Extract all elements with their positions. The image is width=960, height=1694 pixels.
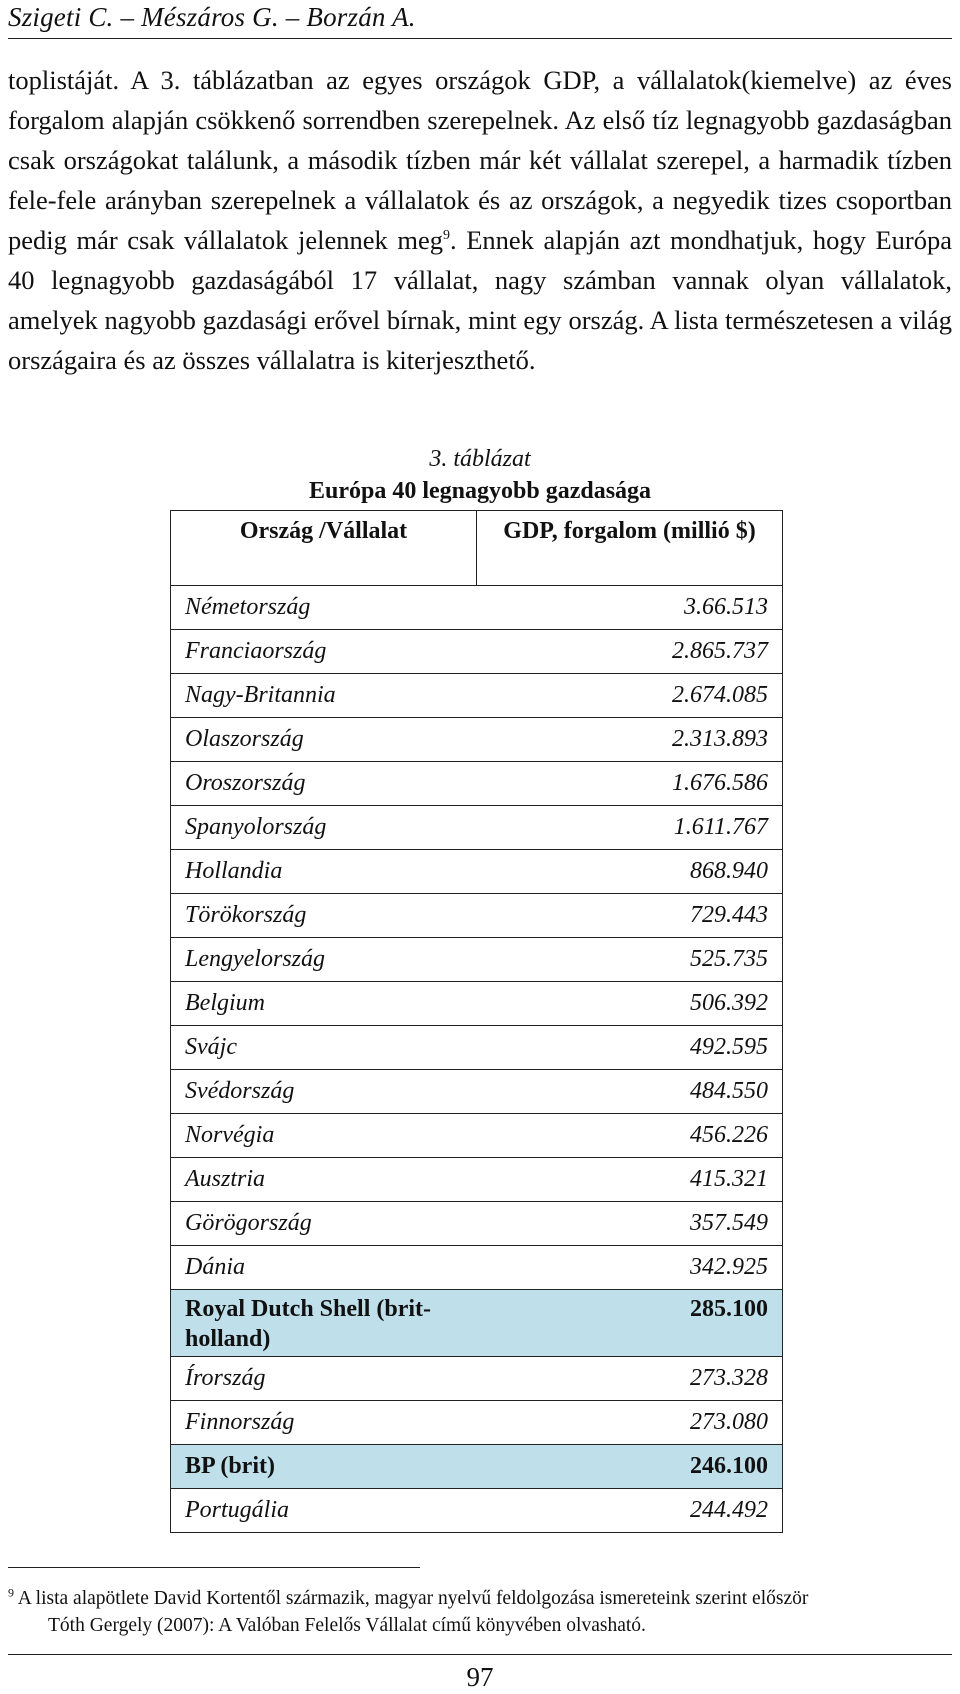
table-row [171,894,783,938]
row-name: Finnország [171,1401,477,1445]
page-number: 97 [466,1662,494,1692]
row-name: Olaszország [171,718,477,762]
row-value: 729.443 [477,894,783,938]
footnote-rule [8,1567,420,1568]
row-name: Dánia [171,1246,477,1290]
row-value: 2.674.085 [477,674,783,718]
column-header-country: Ország /Vállalat [171,511,477,586]
row-value: 492.595 [477,1026,783,1070]
row-value: 246.100 [477,1445,783,1489]
row-name: Svédország [171,1070,477,1114]
row-name: Ausztria [171,1158,477,1202]
table-body [171,586,783,1533]
table-caption: Európa 40 legnagyobb gazdasága [308,478,652,504]
footer-rule [8,1654,952,1655]
column-header-gdp: GDP, forgalom (millió $) [477,511,783,586]
footnote-number: 9 [8,1585,14,1600]
table-row [171,1445,783,1489]
row-value: 506.392 [477,982,783,1026]
gdp-table [170,510,783,1533]
table-row [171,1026,783,1070]
row-name: Görögország [171,1202,477,1246]
table-row [171,1401,783,1445]
row-value: 357.549 [477,1202,783,1246]
table-row [171,1158,783,1202]
row-name: Svájc [171,1026,477,1070]
table-row [171,1246,783,1290]
table-row [171,850,783,894]
row-value: 244.492 [477,1489,783,1533]
row-name: Németország [171,586,477,630]
paragraph-text-end: . Ennek alapján azt mondhatjuk, hogy Európa 40 legnagyobb gazdaságából 17 vállalat, nagy számban vannak olyan vállalatok, amelyek nagyobb gazdasági erővel bírnak, mint egy ország. A lista természetesen a világ országaira és az összes vállalatra is kiterjeszthető. [8,225,952,375]
row-value: 3.66.513 [477,586,783,630]
table-row [171,1114,783,1158]
row-value: 525.735 [477,938,783,982]
row-value: 273.080 [477,1401,783,1445]
table-row [171,630,783,674]
row-value: 1.676.586 [477,762,783,806]
row-name: Oroszország [171,762,477,806]
row-name: Spanyolország [171,806,477,850]
table-row [171,674,783,718]
row-value: 415.321 [477,1158,783,1202]
row-name: Belgium [171,982,477,1026]
row-value: 456.226 [477,1114,783,1158]
row-value: 285.100 [477,1290,783,1357]
row-value: 868.940 [477,850,783,894]
row-name: Royal Dutch Shell (brit-holland) [171,1290,477,1357]
footnote [8,1585,952,1639]
table-row [171,1290,783,1357]
row-value: 1.611.767 [477,806,783,850]
row-name: Törökország [171,894,477,938]
table-row [171,762,783,806]
row-name: Portugália [171,1489,477,1533]
table-row [171,586,783,630]
row-value: 484.550 [477,1070,783,1114]
table-number: 3. táblázat [429,446,531,472]
body-paragraph [8,60,952,380]
footnote-line-2: Tóth Gergely (2007): A Valóban Felelős Vállalat című könyvében olvasható. [48,1615,646,1636]
table-row [171,938,783,982]
row-name: Nagy-Britannia [171,674,477,718]
table-row [171,806,783,850]
row-name: Hollandia [171,850,477,894]
table-row [171,1357,783,1401]
row-value: 2.865.737 [477,630,783,674]
paragraph-text-start: toplistáját. A 3. táblázatban az egyes országok GDP, a vállalatok(kiemelve) az éves forgalom alapján csökkenő sorrendben szerepelnek. Az első tíz legnagyobb gazdaságban csak országokat találunk, a második tízben már két vállalat szerepel, a harmadik tízben fele-fele arányban szerepelnek a vállalatok és az országok, a negyedik tizes csoportban pedig már csak vállalatok jelennek meg [8,65,952,255]
row-value: 273.328 [477,1357,783,1401]
table-row [171,1202,783,1246]
table-row [171,982,783,1026]
row-value: 2.313.893 [477,718,783,762]
row-name: Franciaország [171,630,477,674]
row-value: 342.925 [477,1246,783,1290]
running-head: Szigeti C. – Mészáros G. – Borzán A. [8,2,416,32]
header-rule [8,38,952,39]
table-row [171,718,783,762]
footnote-reference[interactable]: 9 [442,228,450,244]
table-row [171,1070,783,1114]
row-name: Lengyelország [171,938,477,982]
footnote-line-1: A lista alapötlete David Kortentől származik, magyar nyelvű feldolgozása ismereteink szerint először [14,1588,809,1609]
row-name: Norvégia [171,1114,477,1158]
row-name: Írország [171,1357,477,1401]
table-header-row [171,511,783,586]
row-name: BP (brit) [171,1445,477,1489]
table-row [171,1489,783,1533]
